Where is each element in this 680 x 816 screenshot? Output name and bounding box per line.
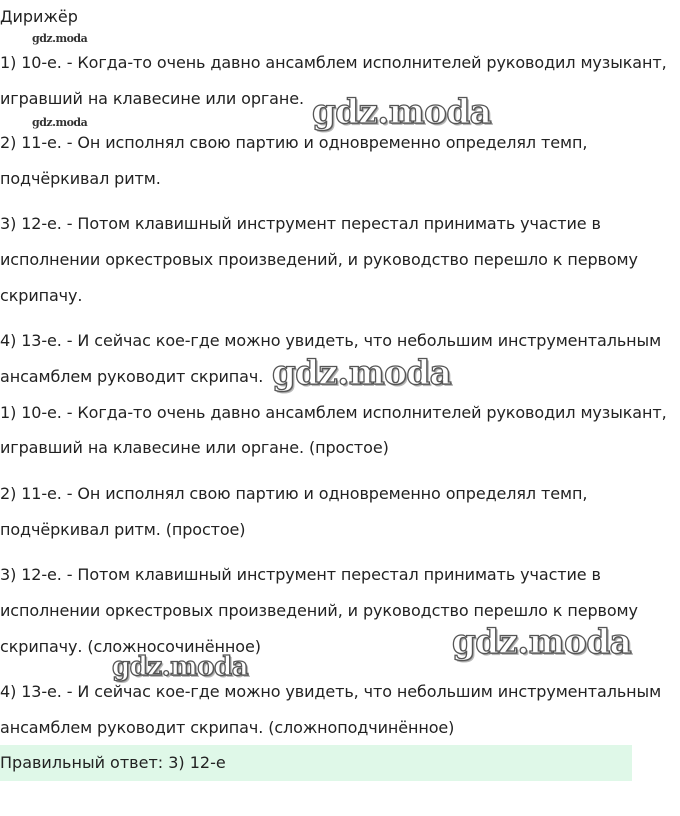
text-line: 3) 12-е. - Потом клавишный инструмент перестал принимать участие в: [0, 565, 601, 584]
text-line: 1) 10-е. - Когда-то очень давно ансамблем исполнителей руководил музыкант,: [0, 53, 667, 72]
text-line: 1) 10-е. - Когда-то очень давно ансамблем исполнителей руководил музыкант,: [0, 403, 667, 422]
text-line: исполнении оркестровых произведений, и руководство перешло к первому: [0, 250, 638, 269]
text-line: подчёркивал ритм. (простое): [0, 520, 246, 539]
text-line: подчёркивал ритм.: [0, 169, 161, 188]
text-line: 2) 11-е. - Он исполнял свою партию и одновременно определял темп,: [0, 133, 588, 152]
watermark-logo: gdz.moda: [112, 652, 249, 682]
text-line: игравший на клавесине или органе.: [0, 89, 304, 108]
text-line: исполнении оркестровых произведений, и руководство перешло к первому: [0, 601, 638, 620]
document-title: Дирижёр: [0, 7, 78, 26]
text-line: 4) 13-е. - И сейчас кое-где можно увидеть, что небольшим инструментальным: [0, 331, 662, 350]
correct-answer-box: [0, 745, 632, 781]
watermark-logo: gdz.moda: [452, 622, 632, 662]
watermark-logo: gdz.moda: [32, 116, 88, 129]
text-line: 2) 11-е. - Он исполнял свою партию и одновременно определял темп,: [0, 484, 588, 503]
correct-answer-text: Правильный ответ: 3) 12-е: [0, 753, 226, 772]
watermark-logo: gdz.moda: [312, 92, 492, 132]
watermark-logo: gdz.moda: [32, 32, 88, 45]
text-line: ансамблем руководит скрипач.: [0, 367, 264, 386]
text-line: скрипачу.: [0, 286, 83, 305]
text-line: ансамблем руководит скрипач. (сложноподчинённое): [0, 718, 455, 737]
text-line: 4) 13-е. - И сейчас кое-где можно увидеть, что небольшим инструментальным: [0, 682, 662, 701]
text-line: 3) 12-е. - Потом клавишный инструмент перестал принимать участие в: [0, 214, 601, 233]
text-line: игравший на клавесине или органе. (простое): [0, 438, 389, 457]
text-line: скрипачу. (сложносочинённое): [0, 637, 261, 656]
watermark-logo: gdz.moda: [272, 353, 452, 393]
